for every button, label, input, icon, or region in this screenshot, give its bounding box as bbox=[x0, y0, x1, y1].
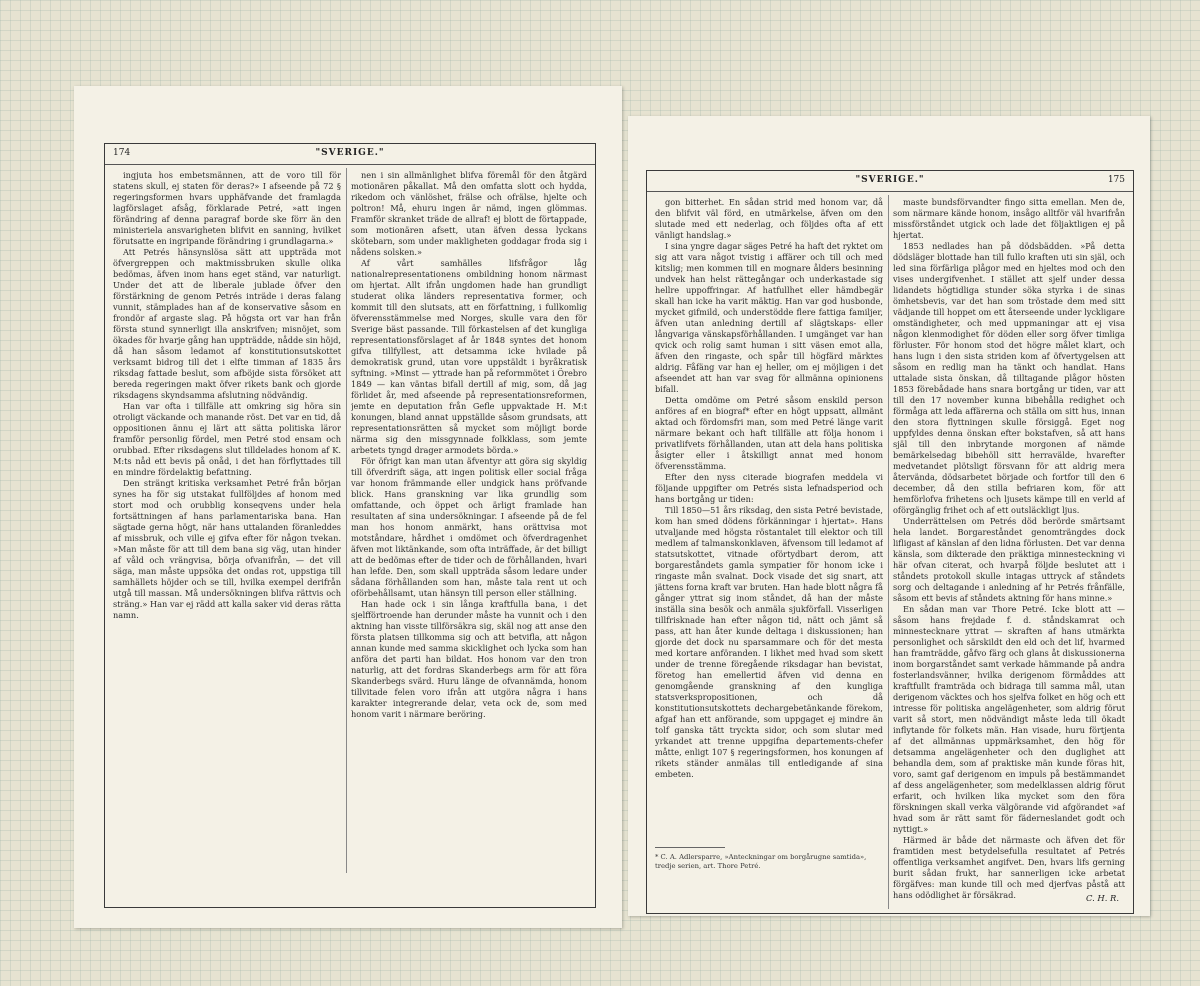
right-page-number: 175 bbox=[1107, 175, 1125, 185]
left-header-rule bbox=[105, 164, 595, 165]
paragraph: I sina yngre dagar säges Petré ha haft det ryktet om sig att vara något tvistig i affärer och till och med kitslig; men kommen till en mognare ålders besinning undvek han helst rättegångar och underkastade sig hellre uppoffringar. Af hatfullhet eller hämdbegär skall han icke ha varit mäktig. Han var god husbonde, mycket gifmild, och understödde flere fattiga familjer, äfven utan anledning dertill af slägtskaps- eller långvariga vänskapsförhållanden. I umgänget var han qvick och rolig samt human i sitt väsen emot alla, äfven den ringaste, och spår till högfärd märktes aldrig. Fåfäng var han ej heller, om ej möjligen i det afseendet att han var svag för allmänna opinionens bifall. bbox=[655, 241, 883, 394]
paragraph: För öfrigt kan man utan äfventyr att göra sig skyldig till öfverdrift säga, att ingen politisk eller social fråga var honom främmande eller undgick hans pröfvande blick. Hans granskning var lika grundlig som omfattande, och öppet och ärligt framlade han resultaten af sina undersökningar. I afseende på de fel man hos honom anmärkt, hans orättvisa mot motståndare, hårdhet i omdömet och öfverdragenhet äfven mot liktänkande, som ofta inträffade, är det billigt att de bedömas efter de tider och de förhållanden, hvari han lefde. Den, som skall uppträda såsom ledare under sådana förhållanden som han, måste tala rent ut och oförbehållsamt, utan hänsyn till person eller ställning. bbox=[351, 456, 587, 598]
paragraph: Han var ofta i tillfälle att omkring sig höra sin otroligt väckande och manande röst. Det var en tid, då oppositionen ännu ej lärt att sätta politiska läror framför personlig fördel, men Petré stod ensam och orubbad. Efter riksdagens slut tilldelades honom af K. M:ts nåd ett bevis på onåd, i det han förflyttades till en mindre fördelaktig befattning. bbox=[113, 401, 341, 477]
paragraph: gon bitterhet. En sådan strid med honom var, då den blifvit väl förd, en utmärkelse, äfven om den slutade med ett nederlag, och följdes ofta af ett vänligt handslag.» bbox=[655, 197, 883, 240]
paragraph: Härmed är både det närmaste och äfven det för framtiden mest betydelsefulla resultatet af Petrés offentliga verksamhet angifvet. Den, hvars lifs gerning burit sådan frukt, har sannerligen icke arbetat förgäfves: man kunde till och med djerfvas påstå att hans odödlighet är försäkrad. bbox=[893, 835, 1125, 900]
right-page bbox=[628, 116, 1150, 916]
paragraph: Underrättelsen om Petrés död berörde smärtsamt hela landet. Borgareståndet genomträngdes dock lifligast af känslan af den lidna förlusten. Det var denna känsla, som dikterade den präktiga minnesteckning vi här ofvan citerat, och hvarpå följde beslutet att i ståndets protokoll skulle intagas uttryck af ståndets sorg och deltagande i anledning af hr Petrés frånfälle, såsom ett bevis af ståndets aktning för hans minne.» bbox=[893, 516, 1125, 603]
right-page-frame bbox=[646, 170, 1134, 914]
left-page-header bbox=[113, 148, 587, 164]
paragraph: Han hade ock i sin långa kraftfulla bana, i det sjelfförtroende han derunder måste ha vunnit och i den aktning han visste tillförsäkra sig, skäl nog att anse den första platsen tillkomma sig och att betvifla, att någon annan kunde med samma skicklighet och lycka som han anföra det parti han bildat. Hos honom var den tron naturlig, att det fordras Skanderbegs arm för att föra Skanderbegs svärd. Huru länge de ofvannämda, honom tillvitade felen voro ifrån att utgöra några i hans karakter integrerande delar, veta ock de, som med honom varit i närmare beröring. bbox=[351, 599, 587, 719]
right-page-header bbox=[655, 175, 1125, 191]
paragraph: Den strängt kritiska verksamhet Petré från början synes ha för sig utstakat fullföljdes af honom med stort mod och orubblig konseqvens under hela fortsättningen af hans parlamentariska bana. Han sägtade gerna högt, när hans uttalanden föranleddes af missbruk, och ville ej gifva efter för någon tvekan. »Man måste för att till dem bana sig väg, utan hinder af våld och vrängvisa, börja ofvanifrån, — det vill säga, man måste uppsöka det ondas rot, uppstiga till samhällets höjder och se till, hvilka exempel derifrån utgå till massan. Må undersökningen blifva rättvis och sträng.» Han var ej rädd att kalla saker vid deras rätta namn. bbox=[113, 478, 341, 620]
author-signature: C. H. R. bbox=[1085, 893, 1119, 903]
paragraph: Till 1850—51 års riksdag, den sista Petré bevistade, kom han smed dödens förkänningar i hjertat». Hans utvaljande med högsta röstantalet till elektor och till medlem af talmanskonklaven, äfvensom till ledamot af statsutskottet, vitnade oförtydbart derom, att borgareståndets gamla sympatier för honom icke i ringaste mån svalnat. Dock visade det sig snart, att jättens forna kraft var bruten. Han hade blott några få gånger yttrat sig inom ståndet, då han der måste inställa sina besök och anmäla sjukförfall. Visserligen tillfrisknade han efter någon tid, nätt och jämt så pass, att han åter kunde deltaga i diskussionen; han gjorde det dock nu sparsammare och för det mesta med kortare anföranden. I likhet med hvad som skett under de trenne föregående riksdagar han bevistat, företog han emellertid äfven vid denna en genomgående granskning af den kungliga statsverkspropositionen, och då konstitutionsutskottets dechargebetänkande förekom, afgaf han ett anförande, som uppgaget ej mindre än tolf ganska tätt tryckta sidor, och som slutar med yrkandet att trenne uppgifna departements-chefer måtte, enligt 107 § regeringsformen, hos konungen af rikets ständer anmälas till entledigande af sina embeten. bbox=[655, 505, 883, 779]
right-running-title: "SVERIGE." bbox=[855, 175, 925, 185]
right-column-1 bbox=[655, 197, 883, 837]
paragraph: 1853 nedlades han på dödsbädden. »På detta dödsläger blottade han till fullo kraften uti sin själ, och led sina förfärliga plågor med en hjeltes mod och den vises undergifvenhet. I stället att sjelf under dessa lidandets högtidliga stunder söka styrka i de sinas ömhetsbevis, var det han som tröstade dem med sitt vädjande till hoppet om ett återseende under lyckligare omständigheter, och med uppmaningar att ej visa någon klenmodighet för döden eller sorg öfver timliga förluster. För honom stod det högre målet klart, och hans lugn i den sista striden kom af öfvertygelsen att såsom en redlig man ha tänkt och handlat. Hans uttalade sista önskan, då tilltagande plågor hösten 1853 förebådade hans snara bortgång ur tiden, var att till den 17 november kunna bibehålla redighet och förmåga att leda affärerna och ställa om sitt hus, innan den stora flyttningen skulle försiggå. Eget nog uppfyldes denna önskan efter bokstafven, så att hans själ till den inbrytande morgonen af nämde bemärkelsedag bibehöll sitt herravälde, hvarefter medvetandet plötsligt försvann för att aldrig mera återvända, dödsarbetet började och fortfor till den 6 december, då den stilla befriaren kom, för att hemförlofva frihetens och ljusets kämpe till en verld af oförgänglig frihet och af ett outsläckligt ljus. bbox=[893, 241, 1125, 515]
left-page-number: 174 bbox=[113, 148, 131, 158]
paragraph: Efter den nyss citerade biografen meddela vi följande uppgifter om Petrés sista lefnadsperiod och hans bortgång ur tiden: bbox=[655, 472, 883, 504]
footnote: * C. A. Adlersparre, »Anteckningar om borgårugne samtida», tredje serien, art. Thore Petré. bbox=[655, 853, 867, 870]
left-page-frame bbox=[104, 143, 596, 908]
paragraph: maste bundsförvandter fingo sitta emellan. Men de, som närmare kände honom, insågo alltför väl hvarifrån missförståndet utgick och lade det följaktligen ej på hjertat. bbox=[893, 197, 1125, 240]
paragraph: ingjuta hos embetsmännen, att de voro till för statens skull, ej staten för deras?» I afseende på 72 § regeringsformen hvars upphäfvande det framlagda lagförslaget afsåg, förklarade Petré, »att ingen förändring af denna paragraf borde ske förr än den ministeriela ansvarigheten blifvit en sanning, hvilket förutsatte en ingripande förändring i grundlagarna.» bbox=[113, 170, 341, 246]
paragraph: Detta omdöme om Petré såsom enskild person anföres af en biograf* efter en högt uppsatt, allmänt aktad och fördomsfri man, som med Petré länge varit närmare bekant och haft tillfälle att följa honom i privatlifvets förhållanden, utan att dela hans politiska åsigter eller i åtskilligt annat med honom öfverensstämma. bbox=[655, 395, 883, 471]
left-column-1 bbox=[113, 170, 341, 870]
left-column-2 bbox=[351, 170, 587, 870]
left-page bbox=[74, 86, 622, 928]
right-column-2 bbox=[893, 197, 1125, 907]
paragraph: En sådan man var Thore Petré. Icke blott att — såsom hans frejdade f. d. ståndskamrat och minnestecknare yttrat — skraften af hans utmärkta personlighet och särskildt den eld och det lif, hvarmed han framträdde, gåfvo färg och glans åt diskussionerna inom borgarståndet samt verkade hämmande på andra fosterlandsvänner, hvilka derigenom förmåddes att kraftfullt framträda och bidraga till samma mål, utan derigenom väcktes och hos sjelfva folket en hög och ett intresse för politiska angelägenheter, som aldrig förut varit så stort, men nödvändigt måste leda till ökadt inflytande för folkets män. Han visade, huru förtjenta af det allmännas uppmärksamhet, den hög för detsamma angelägenheter och den duglighet att behandla dem, som af praktiske män kunde föras hit, voro, samt gaf derigenom en impuls på bestämmandet af dess angelägenheter, som medelklassen aldrig förut erfarit, och hvilken lika mycket som den föra förskningen skall verka välgörande vid afgörandet »af hvad som är rätt samt för fäderneslandet godt och nyttigt.» bbox=[893, 604, 1125, 834]
paragraph: Af vårt samhälles lifsfrågor låg nationalrepresentationens ombildning honom närmast om hjertat. Allt ifrån ungdomen hade han grundligt studerat olika länders representativa former, och kommit till den slutsats, att en författning, i fullkomlig öfverensstämmelse med Norges, skulle vara den för Sverige bäst passande. Till förkastelsen af det kungliga representationsförslaget af år 1848 syntes det honom gifva tillfyllest, att detsamma icke hvilade på demokratisk grund, utan vore uppstäldt i byråkratisk syftning. »Minst — yttrade han på reformmötet i Örebro 1849 — kan väntas bifall dertill af mig, som, då jag förlidet år, med afseende på representationsreformen, jemte en deputation från Gefle uppvaktade H. M:t konungen, bland annat uppställde såsom grundsats, att representationsrätten så mycket som möjligt borde närma sig den missgynnade folkklass, som jemte arbetets tyngd drager armodets börda.» bbox=[351, 258, 587, 455]
left-column-divider bbox=[346, 168, 347, 873]
paragraph: nen i sin allmänlighet blifva föremål för den åtgärd motionären påkallat. Må den omfatta slott och hydda, rikedom och vänlöshet, frälse och ofrälse, hjelte och poltron! Må, ehuru ingen är nämd, ingen glömmas. Framför skranket träde de allraf! ej blott de förtappade, som motionären afsett, utan äfven dessa lyckans skötebarn, som under makligheten goddagar froda sig i nådens solsken.» bbox=[351, 170, 587, 257]
footnote-rule bbox=[655, 847, 725, 848]
right-header-rule bbox=[647, 191, 1133, 192]
right-column-divider bbox=[888, 195, 889, 909]
paragraph: Att Petrés hänsynslösa sätt att uppträda mot öfvergreppen och maktmissbruken skulle olika bedömas, äfven inom hans eget ständ, var naturligt. Under det att de liberale jublade öfver den förstärkning de genom Petrés inträde i deras falang vunnit, stämplades han af de konservative såsom en frondör af argaste slag. På högsta ort var han från första stund synnerligt illa anskrifven; misnöjet, som ökades för hvarje gång han uppträdde, nådde sin höjd, då han såsom ledamot af konstitutionsutskottet verksamt bidrog till det i elfte timman af 1835 års riksdag fattade beslut, som afböjde sista försöket att bereda regeringen makt öfver rikets bank och gjorde riksdagens skyndsamma afslutning nödvändig. bbox=[113, 247, 341, 400]
left-running-title: "SVERIGE." bbox=[315, 148, 385, 158]
